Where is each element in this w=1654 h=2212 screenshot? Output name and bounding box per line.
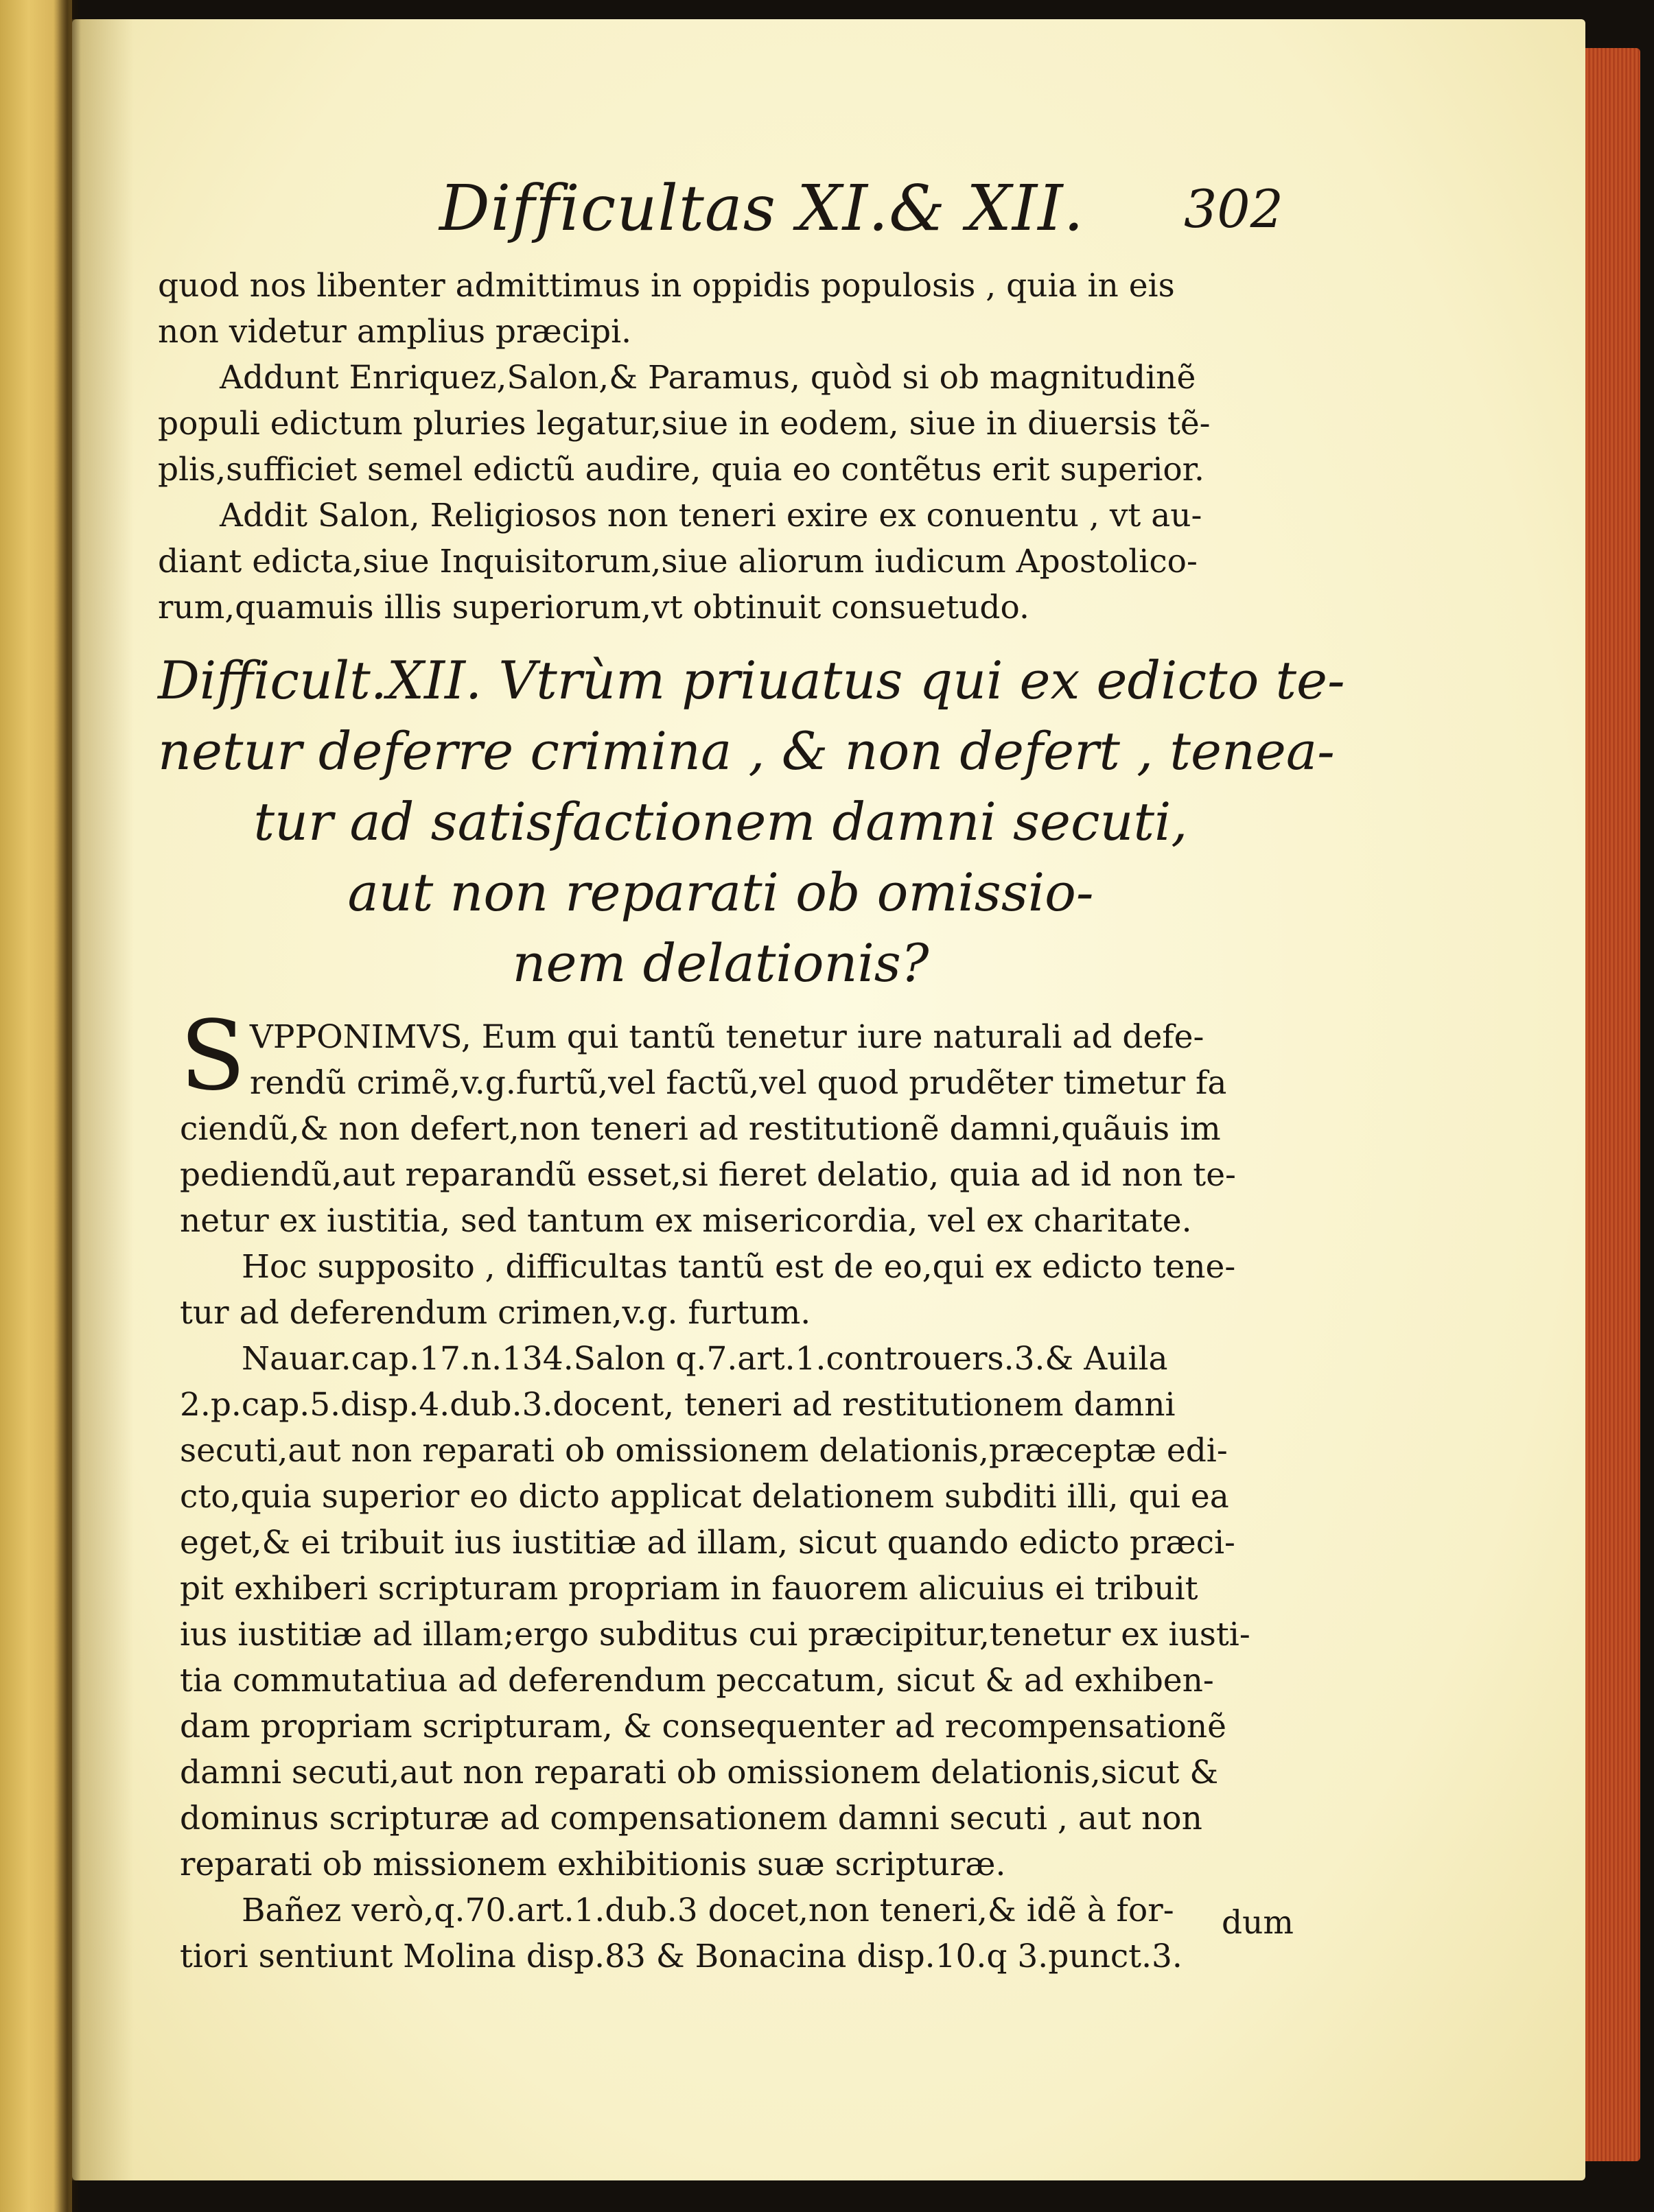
heading-line: tur ad satisfactionem damni secuti, <box>253 791 1188 852</box>
page-number: 302 <box>1183 178 1283 239</box>
text-line: Addit Salon, Religiosos non teneri exire ex conuentu , vt au- <box>220 497 1202 534</box>
text-line: ius iustitiæ ad illam;ergo subditus cui præcipitur,tenetur ex iusti- <box>180 1616 1250 1654</box>
text-line: damni secuti,aut non reparati ob omissionem delationis,sicut & <box>180 1754 1219 1791</box>
catchword: dum <box>1222 1904 1294 1942</box>
section-heading <box>158 645 1345 998</box>
text-line: ciendũ,& non defert,non teneri ad restitutionẽ damni,quãuis im <box>180 1110 1221 1148</box>
text-line: pit exhiberi scripturam propriam in fauorem alicuius ei tribuit <box>180 1570 1198 1608</box>
top-paragraphs <box>158 263 1211 631</box>
text-line: diant edicta,siue Inquisitorum,siue aliorum iudicum Apostolico- <box>158 543 1198 580</box>
text-line: cto,quia superior eo dicto applicat delationem subditi illi, qui ea <box>180 1478 1229 1516</box>
text-line: secuti,aut non reparati ob omissionem delationis,præceptæ edi- <box>180 1432 1228 1470</box>
text-line: VPPONIMVS, Eum qui tantũ tenetur iure naturali ad defe- <box>249 1018 1204 1056</box>
heading-line: netur deferre crimina , & non defert , tenea- <box>158 720 1335 781</box>
text-line: populi edictum pluries legatur,siue in eodem, siue in diuersis tẽ- <box>158 405 1211 443</box>
running-title: Difficultas XI.& XII. <box>439 172 1084 245</box>
text-line: eget,& ei tribuit ius iustitiæ ad illam, sicut quando edicto præci- <box>180 1524 1235 1562</box>
heading-line: Difficult.XII. Vtrùm priuatus qui ex edicto te- <box>158 650 1345 711</box>
text-line: Nauar.cap.17.n.134.Salon q.7.art.1.controuers.3.& Auila <box>242 1340 1168 1378</box>
body-text <box>180 1000 1250 1979</box>
text-line: non videtur amplius præcipi. <box>158 313 632 351</box>
text-line: reparati ob missionem exhibitionis suæ scripturæ. <box>180 1846 1006 1883</box>
text-line: plis,sufficiet semel edictũ audire, quia eo contẽtus erit superior. <box>158 451 1204 489</box>
text-line: dam propriam scripturam, & consequenter ad recompensationẽ <box>180 1708 1226 1745</box>
text-line: tiori sentiunt Molina disp.83 & Bonacina disp.10.q 3.punct.3. <box>180 1938 1183 1975</box>
drop-cap: S <box>180 1000 246 1112</box>
text-line: dominus scripturæ ad compensationem damni secuti , aut non <box>180 1800 1202 1837</box>
heading-line: nem delationis? <box>512 932 929 993</box>
running-head <box>439 172 1283 254</box>
text-line: Addunt Enriquez,Salon,& Paramus, quòd si ob magnitudinẽ <box>220 359 1196 397</box>
text-line: tur ad deferendum crimen,v.g. furtum. <box>180 1294 811 1332</box>
page-gutter-shadow <box>72 19 134 2180</box>
text-line: Hoc supposito , difficultas tantũ est de eo,qui ex edicto tene- <box>242 1248 1236 1286</box>
text-line: netur ex iustitia, sed tantum ex misericordia, vel ex charitate. <box>180 1202 1192 1240</box>
text-line: rum,quamuis illis superiorum,vt obtinuit consuetudo. <box>158 589 1029 626</box>
text-line: quod nos libenter admittimus in oppidis populosis , quia in eis <box>158 267 1175 305</box>
text-line: tia commutatiua ad deferendum peccatum, sicut & ad exhiben- <box>180 1662 1214 1699</box>
text-line: pediendũ,aut reparandũ esset,si fieret delatio, quia ad id non te- <box>180 1156 1236 1194</box>
heading-line: aut non reparati ob omissio- <box>347 862 1094 923</box>
book-gutter <box>54 0 81 2212</box>
red-fore-edge <box>1585 48 1640 2161</box>
text-line: rendũ crimẽ,v.g.furtũ,vel factũ,vel quod prudẽter timetur fa <box>249 1064 1227 1102</box>
text-line: Bañez verò,q.70.art.1.dub.3 docet,non teneri,& idẽ à for- <box>242 1892 1174 1929</box>
text-line: 2.p.cap.5.disp.4.dub.3.docent, teneri ad restitutionem damni <box>180 1386 1176 1424</box>
